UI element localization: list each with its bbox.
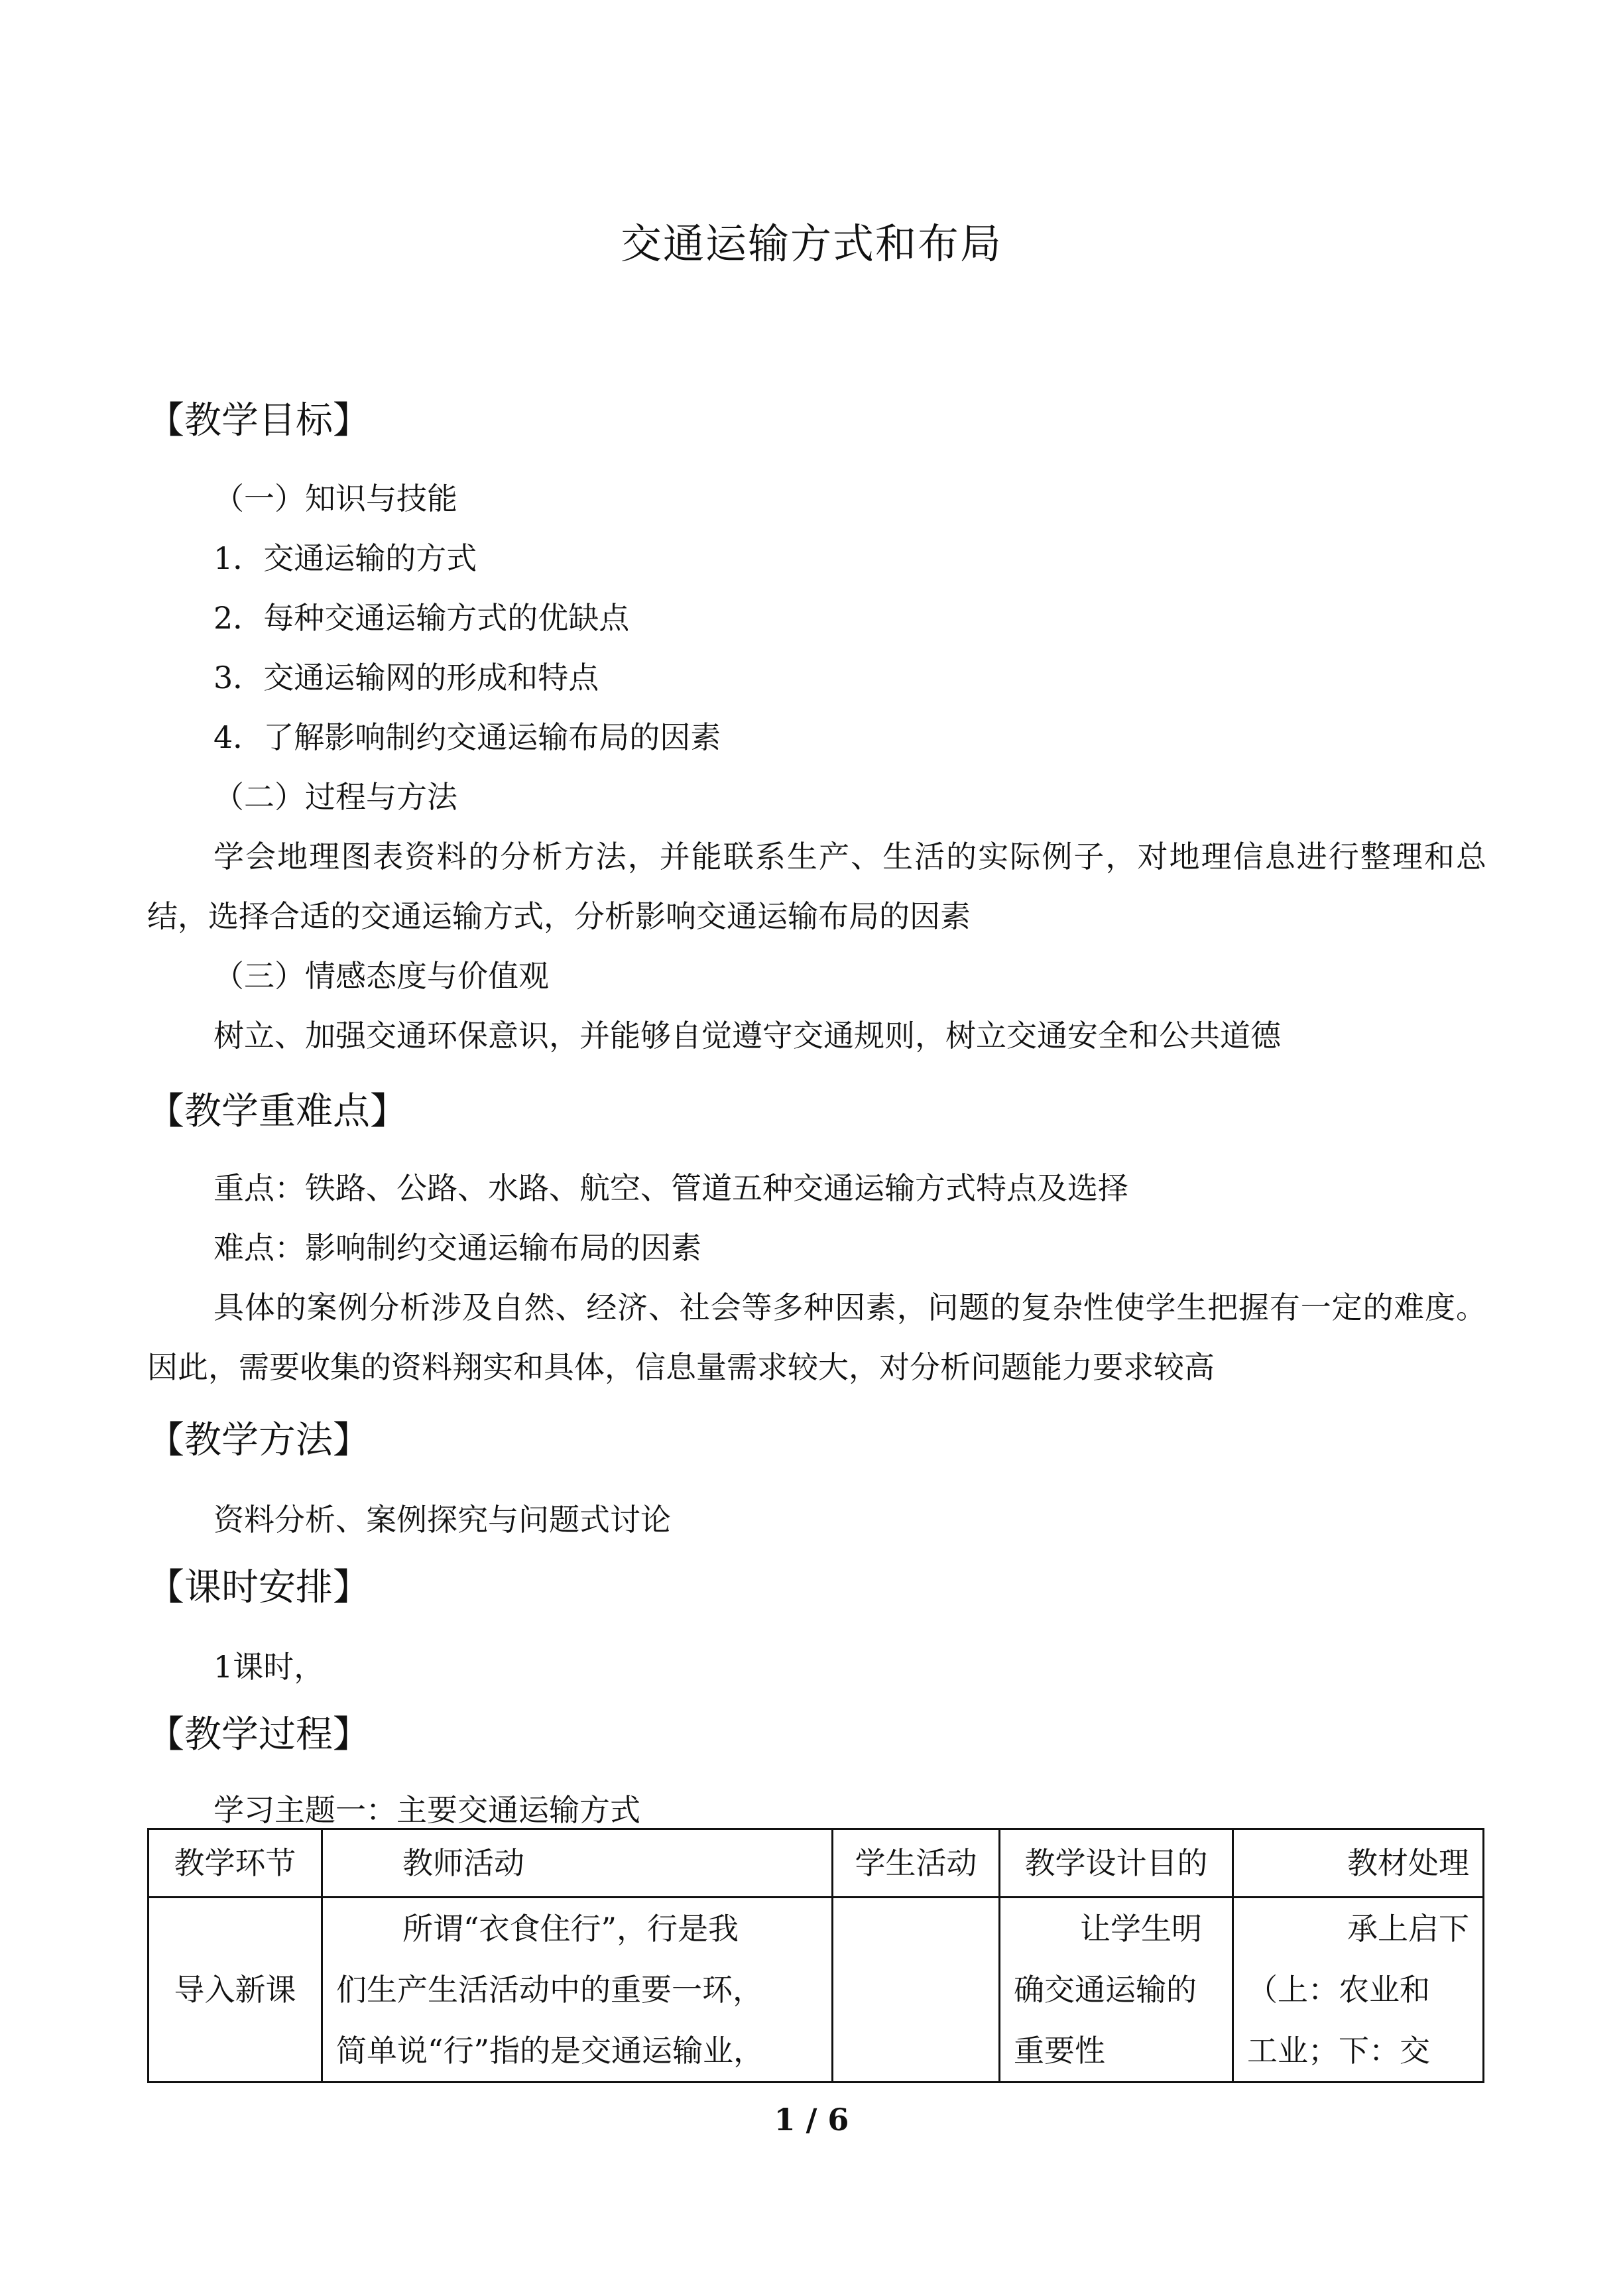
process-method-text: 学会地理图表资料的分析方法，并能联系生产、生活的实际例子，对地理信息进行整理和总结，选择合适的交通运输方式，分析影响交通运输布局的因素 xyxy=(147,839,1486,934)
objective-item: 1．交通运输的方式 xyxy=(213,540,477,576)
subheading-process: （二）过程与方法 xyxy=(213,779,457,815)
focus-text: 重点：铁路、公路、水路、航空、管道五种交通运输方式特点及选择 xyxy=(213,1170,1128,1206)
table-header-cell: 教师活动 xyxy=(322,1829,833,1898)
table-cell-stage: 导入新课 xyxy=(149,1898,322,2083)
subheading-values: （三）情感态度与价值观 xyxy=(213,958,549,994)
cell-line: 工业；下：交 xyxy=(1247,2033,1430,2069)
table-header-cell: 教学设计目的 xyxy=(1000,1829,1233,1898)
table-cell-teacher xyxy=(322,1898,833,2083)
objective-item: 4．了解影响制约交通运输布局的因素 xyxy=(213,719,721,755)
table-header-cell: 教材处理 xyxy=(1233,1829,1484,1898)
cell-line: 们生产生活活动中的重要一环， xyxy=(336,1972,763,2008)
page-current: 1 xyxy=(774,2102,796,2138)
page-number xyxy=(0,2102,1623,2138)
table-header-row xyxy=(149,1829,1484,1898)
cell-line: 确交通运输的 xyxy=(1014,1972,1197,2008)
page-title: 交通运输方式和布局 xyxy=(620,219,1002,268)
page-total: 6 xyxy=(827,2102,849,2138)
section-heading-schedule: 【课时安排】 xyxy=(147,1566,370,1609)
section-heading-methods: 【教学方法】 xyxy=(147,1419,370,1462)
page-separator: / xyxy=(795,2102,828,2138)
table-cell-purpose xyxy=(1000,1898,1233,2083)
cell-line: 所谓“衣食住行”，行是我 xyxy=(402,1911,739,1947)
cell-line: 让学生明 xyxy=(1080,1911,1202,1947)
section-heading-key-points: 【教学重难点】 xyxy=(147,1090,407,1133)
difficulty-detail-text: 具体的案例分析涉及自然、经济、社会等多种因素，问题的复杂性使学生把握有一定的难度。因此，需要收集的资料翔实和具体，信息量需求较大，对分析问题能力要求较高 xyxy=(147,1290,1486,1385)
table-header-cell: 学生活动 xyxy=(833,1829,1000,1898)
objective-item: 2．每种交通运输方式的优缺点 xyxy=(213,600,630,636)
section-heading-objectives: 【教学目标】 xyxy=(147,399,370,442)
methods-text: 资料分析、案例探究与问题式讨论 xyxy=(213,1502,671,1538)
subheading-knowledge: （一）知识与技能 xyxy=(213,481,457,516)
theme-text: 学习主题一：主要交通运输方式 xyxy=(213,1792,640,1828)
schedule-text: 1课时， xyxy=(213,1649,325,1685)
section-heading-process: 【教学过程】 xyxy=(147,1713,370,1756)
objective-item: 3．交通运输网的形成和特点 xyxy=(213,660,599,695)
table-header-cell: 教学环节 xyxy=(149,1829,322,1898)
cell-line: 承上启下 xyxy=(1347,1911,1469,1947)
difficulty-text: 难点：影响制约交通运输布局的因素 xyxy=(213,1230,701,1266)
table-row xyxy=(149,1898,1484,2083)
table-cell-material xyxy=(1233,1898,1484,2083)
cell-line: 简单说“行”指的是交通运输业， xyxy=(336,2033,764,2069)
lesson-table xyxy=(147,1828,1484,2083)
table-cell-student xyxy=(833,1898,1000,2083)
cell-line: （上：农业和 xyxy=(1247,1972,1430,2008)
values-text: 树立、加强交通环保意识，并能够自觉遵守交通规则，树立交通安全和公共道德 xyxy=(213,1018,1281,1054)
cell-line: 重要性 xyxy=(1014,2033,1105,2069)
